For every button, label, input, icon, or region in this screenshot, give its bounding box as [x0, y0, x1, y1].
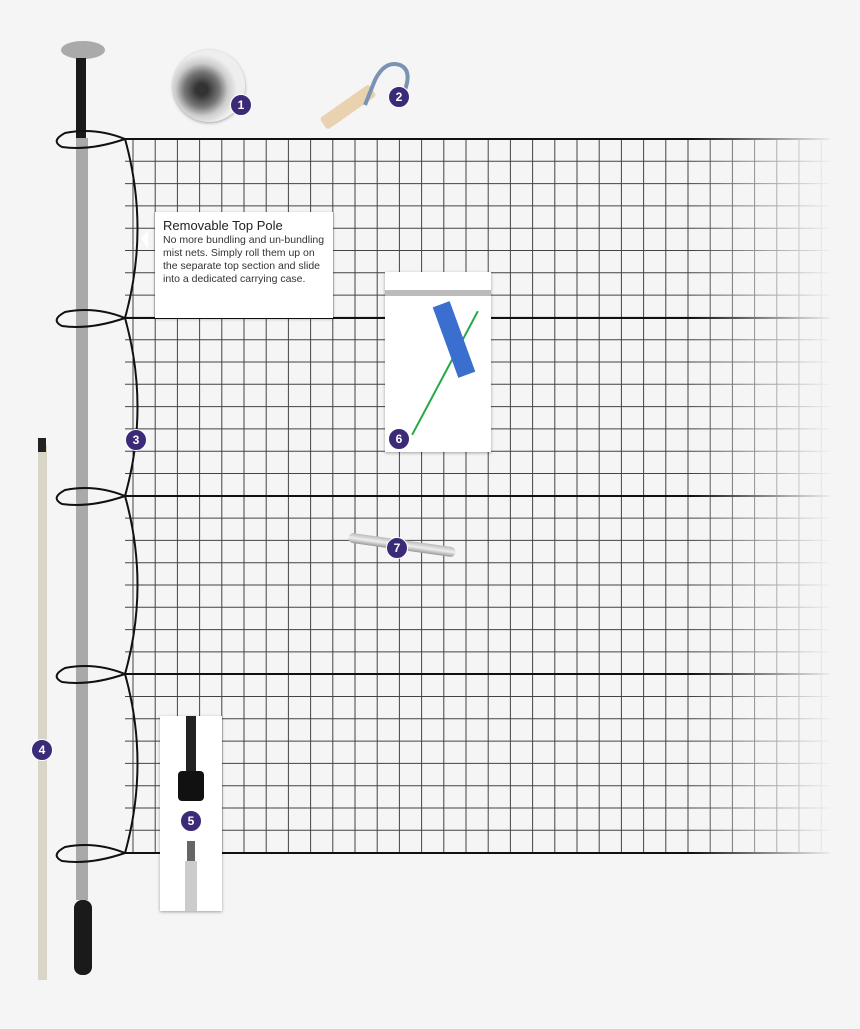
- shelf-loop: [57, 310, 125, 327]
- badge-1: 1: [230, 94, 252, 116]
- pole-top-section: [76, 58, 86, 138]
- badge-3: 3: [125, 429, 147, 451]
- shelf-loop: [57, 845, 125, 862]
- flag-marker-photo: [385, 272, 491, 452]
- shelf-loop: [57, 488, 125, 505]
- net-loops: [57, 131, 138, 862]
- shelf-loop: [57, 131, 125, 148]
- shelf-loop: [57, 666, 125, 683]
- badge-2: 2: [388, 86, 410, 108]
- extension-pole: [38, 445, 47, 980]
- pole-top-cap: [61, 41, 105, 59]
- callout-body: No more bundling and un-bundling mist nets. Simply roll them up on the separate top section and slide into a dedicated carrying case.: [163, 234, 325, 285]
- badge-6: 6: [388, 428, 410, 450]
- callout-title: Removable Top Pole: [163, 218, 283, 233]
- badge-7: 7: [386, 537, 408, 559]
- removable-top-pole-callout: [155, 212, 333, 318]
- pole-bottom-grip: [74, 900, 92, 975]
- badge-5: 5: [180, 810, 202, 832]
- pole-main: [76, 138, 88, 900]
- extension-pole-tip: [38, 438, 46, 452]
- badge-4: 4: [31, 739, 53, 761]
